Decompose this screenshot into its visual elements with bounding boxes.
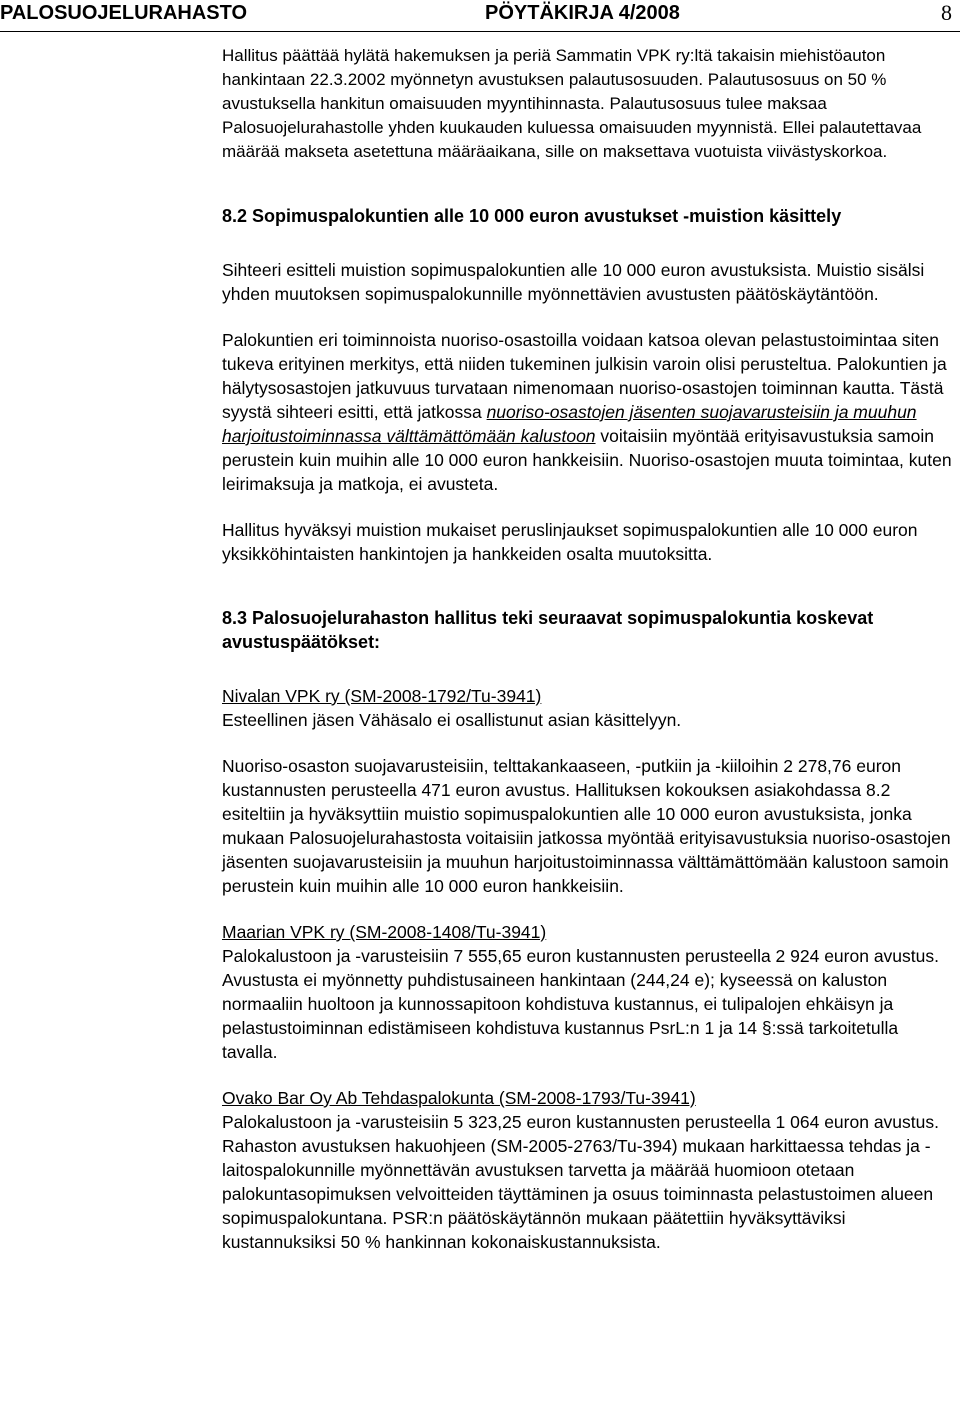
section-8-2 — [222, 204, 958, 566]
document-body — [222, 44, 958, 1254]
document-title: PÖYTÄKIRJA 4/2008 — [485, 2, 680, 24]
section-8-2-heading: 8.2 Sopimuspalokuntien alle 10 000 euron avustukset -muistion käsittely — [222, 206, 842, 226]
page-header — [0, 0, 960, 34]
section-8-3 — [222, 606, 958, 1254]
section-8-2-paragraph-1: Sihteeri esitteli muistion sopimuspalokuntien alle 10 000 euron avustuksista. Muistio sisälsi yhden muutoksen sopimuspalokunnille myönnettävien avustusten päätöskäytäntöön. — [222, 260, 925, 304]
nivala-paragraph-2: Nuoriso-osaston suojavarusteisiin, telttakankaaseen, -putkiin ja -kiiloihin 2 278,76 euron kustannusten perusteella 471 euron avustus. Hallituksen kokouksen asiakohdassa 8.2 esiteltiin ja hyväksyttiin muistio sopimuspalokuntien alle 10 000 euron avustuksista, jonka mukaan Palosuojelurahastosta voitaisiin jatkossa myöntää erityisavustuksia nuoriso-osastojen jäsenten suojavarusteisiin ja muuhun harjoitustoiminnassa välttämättömään kalustoon samoin perustein kuin muihin alle 10 000 euron hankkeisiin. — [222, 756, 951, 896]
maaria-title: Maarian VPK ry (SM-2008-1408/Tu-3941) — [222, 922, 547, 942]
section-8-2-paragraph-3: Hallitus hyväksyi muistion mukaiset peruslinjaukset sopimuspalokuntien alle 10 000 euron yksikköhintaisten hankintojen ja hankkeiden osalta muutoksitta. — [222, 520, 918, 564]
nivala-title: Nivalan VPK ry (SM-2008-1792/Tu-3941) — [222, 686, 542, 706]
nivala-paragraph-1: Esteellinen jäsen Vähäsalo ei osallistunut asian käsittelyyn. — [222, 710, 682, 730]
intro-section — [222, 44, 958, 164]
header-rule — [0, 31, 960, 32]
intro-paragraph: Hallitus päättää hylätä hakemuksen ja periä Sammatin VPK ry:ltä takaisin miehistöauton hankintaan 22.3.2002 myönnetyn avustuksen palautusosuuden. Palautusosuus on 50 % avustuksella hankitun omaisuuden myyntihinnasta. Palautusosuus tulee maksaa Palosuojelurahastolle yhden kuukauden kuluessa omaisuuden myynnistä. Ellei palautettavaa määrää makseta asetettuna määräaikana, sille on maksettava vuotuista viivästyskorkoa. — [222, 46, 922, 161]
page-number: 8 — [941, 0, 952, 25]
organization-name: PALOSUOJELURAHASTO — [0, 2, 248, 24]
emphasized-text: nuoriso-osastojen jäsenten suojavarusteisiin ja muuhun harjoitustoiminnassa välttämättömään kalustoon — [222, 402, 917, 446]
maaria-paragraph: Palokalustoon ja -varusteisiin 7 555,65 euron kustannusten perusteella 2 924 euron avustus. Avustusta ei myönnetty puhdistusaineen hankintaan (244,24 e); kyseessä on kaluston normaaliin huoltoon ja kunnossapitoon kohdistuva kustannus, ei tulipalojen ehkäisyn ja pelastustoiminnan edistämiseen kohdistuva kustannus PsrL:n 1 ja 14 §:ssä tarkoitetulla tavalla. — [222, 946, 939, 1062]
paragraph-2-end: voitaisiin myöntää erityisavustuksia samoin perustein kuin muihin alle 10 000 euron hankkeisiin. Nuoriso-osastojen muuta toimintaa, kuten leirimaksuja ja matkoja, ei avusteta. — [222, 426, 952, 494]
section-8-3-heading: 8.3 Palosuojelurahaston hallitus teki seuraavat sopimuspalokuntia koskevat avustuspäätökset: — [222, 608, 874, 652]
section-8-2-paragraph-2 — [222, 328, 958, 496]
ovako-title: Ovako Bar Oy Ab Tehdaspalokunta (SM-2008-1793/Tu-3941) — [222, 1088, 696, 1108]
paragraph-2-start: Palokuntien eri toiminnoista nuoriso-osastoilla voidaan katsoa olevan pelastustoimintaa siten tukeva erityinen merkitys, että niiden tukeminen julkisin varoin olisi perusteltua. Palokuntien ja hälytysosastojen jatkuvuus turvataan nimenomaan nuoriso-osastojen toiminnan kautta. Tästä syystä sihteeri esitti, että jatkossa — [222, 330, 947, 422]
ovako-paragraph: Palokalustoon ja -varusteisiin 5 323,25 euron kustannusten perusteella 1 064 euron avustus. Rahaston avustuksen hakuohjeen (SM-2005-2763/Tu-394) mukaan harkittaessa tehdas ja -laitospalokunnille myönnettävän avustuksen tarvetta ja määrää huomioon otetaan palokuntasopimuksen velvoitteiden täyttäminen ja osuus toiminnasta pelastustoimen alueen sopimuspalokuntana. PSR:n päätöskäytännön mukaan päätettiin hyväksyttäviksi kustannuksiksi 50 % hankinnan kokonaiskustannuksista. — [222, 1112, 939, 1252]
